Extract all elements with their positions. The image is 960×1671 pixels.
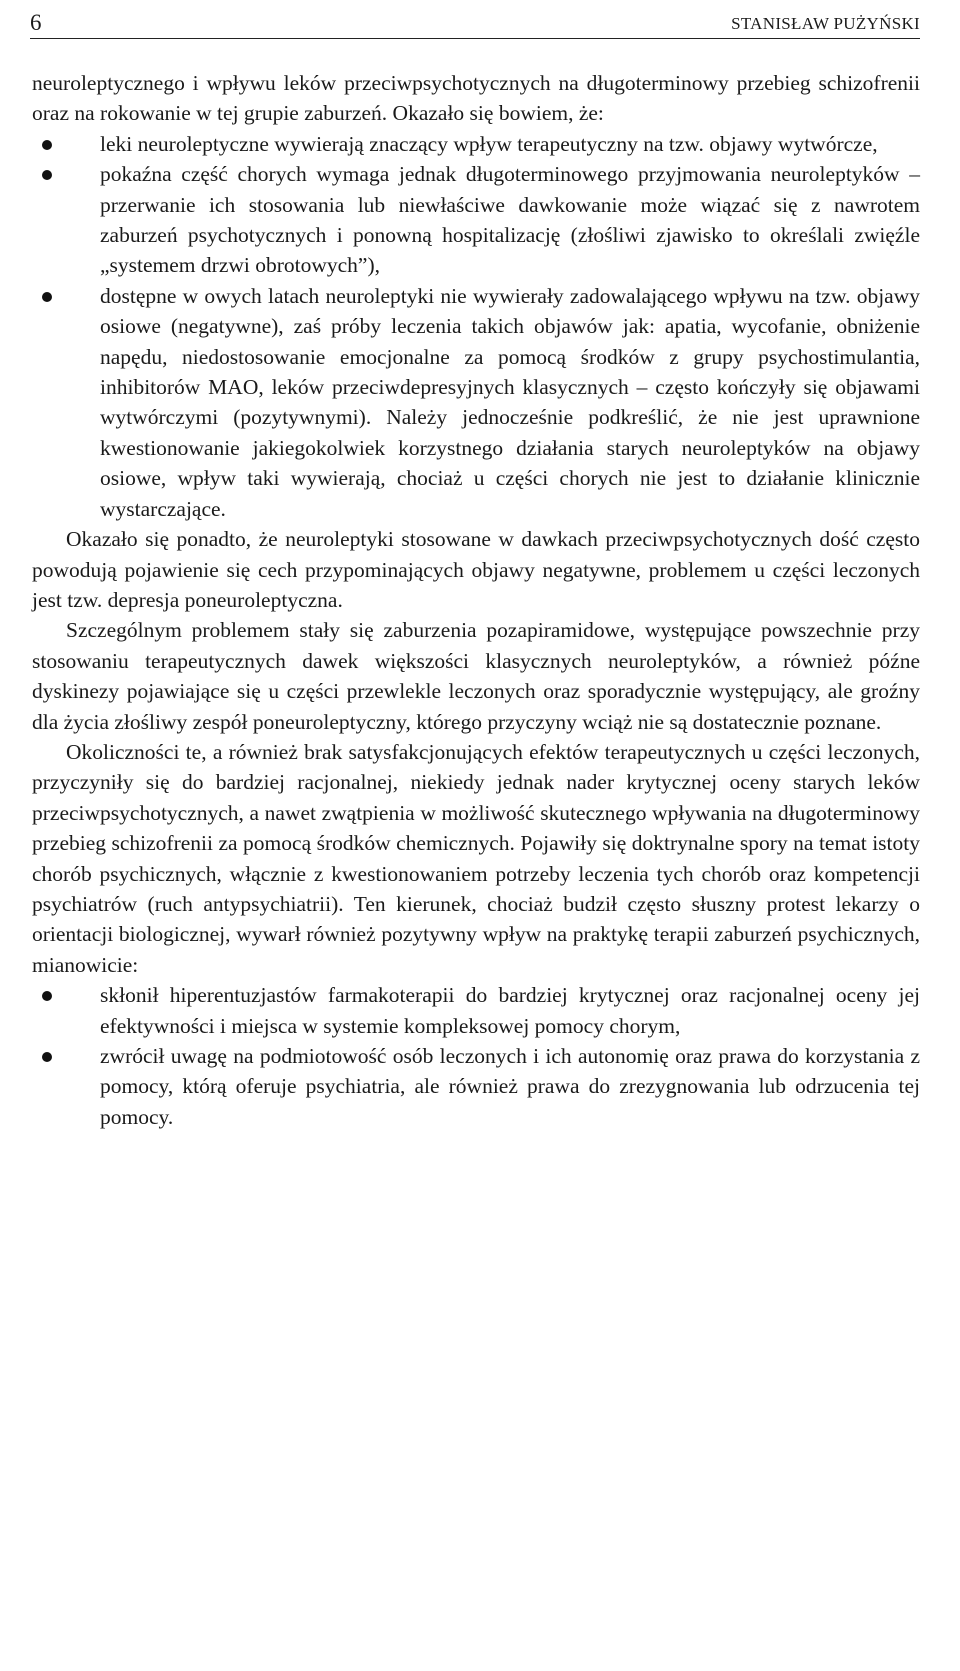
bullet-list-effects	[32, 980, 920, 1132]
paragraph: Okoliczności te, a również brak satysfakcjonujących efektów terapeutycznych u części leczonych, przyczyniły się do bardziej racjonalnej, niekiedy jednak nader krytycznej oceny starych leków przeciwpsychotycznych, a nawet zwątpienia w możliwość skutecznego wpływania na długoterminowy przebieg schizofrenii za pomocą środków chemicznych. Pojawiły się doktrynalne spory na temat istoty chorób psychicznych, włącznie z kwestionowaniem potrzeby leczenia tych chorób oraz kompetencji psychiatrów (ruch antypsychiatrii). Ten kierunek, chociaż budził często słuszny protest lekarzy o orientacji biologicznej, wywarł również pozytywny wpływ na praktykę terapii zaburzeń psychicznych, mianowicie:	[32, 739, 920, 977]
bullet-icon	[42, 292, 52, 302]
paragraph: Szczególnym problemem stały się zaburzenia pozapiramidowe, występujące powszechnie przy stosowaniu terapeutycznych dawek większości klasycznych neuroleptyków, a również późne dyskinezy pojawiające się u części przewlekle leczonych oraz sporadycznie występujący, ale groźny dla życia złośliwy zespół poneuroleptyczny, którego przyczyny wciąż nie są dostatecznie poznane.	[32, 618, 920, 734]
opening-paragraph: neuroleptycznego i wpływu leków przeciwpsychotycznych na długoterminowy przebieg schizofrenii oraz na rokowanie w tej grupie zaburzeń. Okazało się bowiem, że:	[32, 71, 920, 126]
list-item-text: zwrócił uwagę na podmiotowość osób leczonych i ich autonomię oraz prawa do korzystania z pomocy, którą oferuje psychiatria, ale również prawa do zrezygnowania lub odrzucenia tej pomocy.	[100, 1044, 920, 1129]
list-item	[100, 129, 920, 159]
bullet-icon	[42, 1052, 52, 1062]
running-head	[30, 8, 920, 39]
running-head-author: STANISŁAW PUŻYŃSKI	[731, 14, 920, 33]
list-item-text: pokaźna część chorych wymaga jednak długoterminowego przyjmowania neuroleptyków – przerwanie ich stosowania lub niewłaściwe dawkowanie może wiązać się z nawrotem zaburzeń psychotycznych i ponowną hospitalizację (złośliwi zjawisko to określali zwięźle „systemem drzwi obrotowych”),	[100, 162, 920, 278]
list-item-text: leki neuroleptyczne wywierają znaczący wpływ terapeutyczny na tzw. objawy wytwórcze,	[100, 131, 878, 156]
list-item-text: skłonił hiperentuzjastów farmakoterapii do bardziej krytycznej oraz racjonalnej oceny jej efektywności i miejsca w systemie kompleksowej pomocy chorym,	[100, 983, 920, 1038]
bullet-icon	[42, 991, 52, 1001]
list-item	[100, 1041, 920, 1132]
page-number: 6	[30, 10, 42, 35]
list-item	[100, 980, 920, 1041]
bullet-list-findings	[32, 129, 920, 524]
bullet-icon	[42, 170, 52, 180]
list-item	[100, 281, 920, 524]
paragraph: Okazało się ponadto, że neuroleptyki stosowane w dawkach przeciwpsychotycznych dość często powodują pojawienie się cech przypominających objawy negatywne, problemem u części leczonych jest tzw. depresja poneuroleptyczna.	[32, 527, 920, 612]
body-text	[32, 68, 920, 1132]
bullet-icon	[42, 140, 52, 150]
list-item	[100, 159, 920, 281]
list-item-text: dostępne w owych latach neuroleptyki nie wywierały zadowalającego wpływu na tzw. objawy osiowe (negatywne), zaś próby leczenia takich objawów jak: apatia, wycofanie, obniżenie napędu, niedostosowanie emocjonalne za pomocą środków z grupy psychostimulantia, inhibitorów MAO, leków przeciwdepresyjnych klasycznych – często kończyły się objawami wytwórczymi (pozytywnymi). Należy jednocześnie podkreślić, że nie jest uprawnione kwestionowanie jakiegokolwiek korzystnego działania starych neuroleptyków na objawy osiowe, wpływ taki wywierają, chociaż u części chorych nie jest to działanie klinicznie wystarczające.	[100, 283, 920, 521]
